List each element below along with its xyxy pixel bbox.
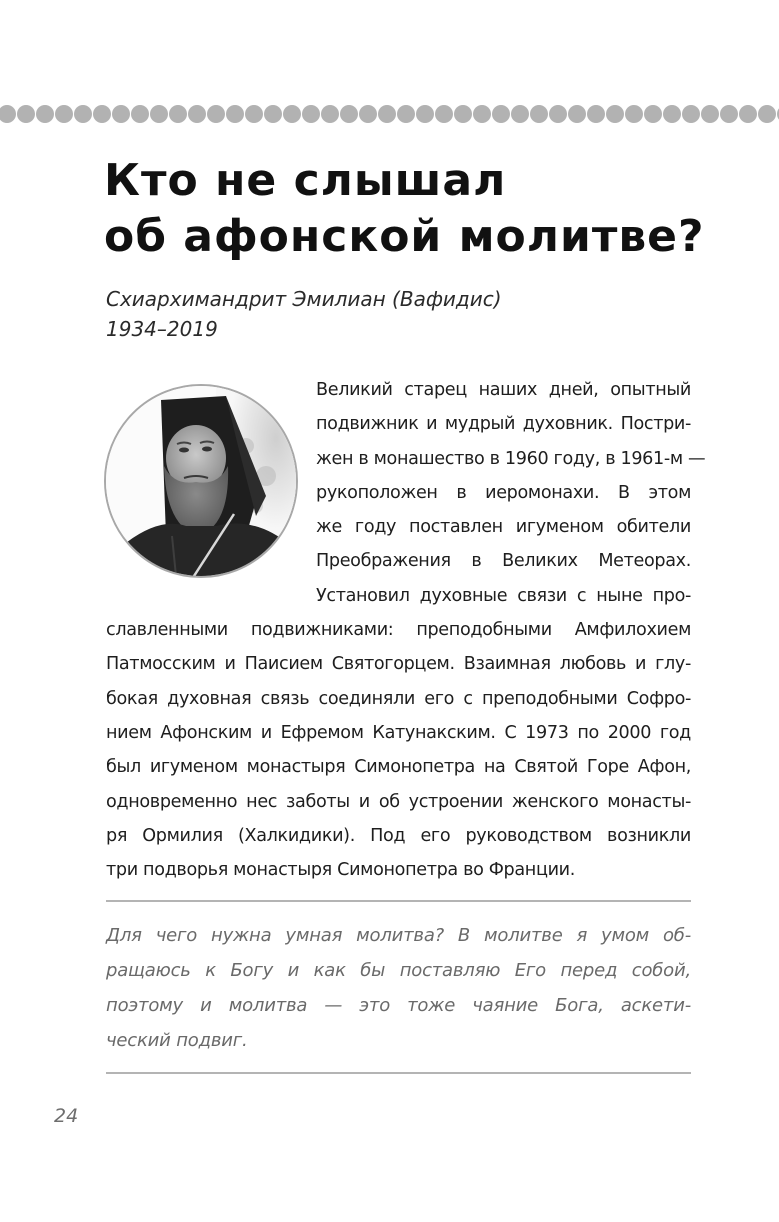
decorative-dot bbox=[397, 105, 415, 123]
decorative-dot bbox=[226, 105, 244, 123]
decorative-dot bbox=[568, 105, 586, 123]
decorative-dot bbox=[74, 105, 92, 123]
decorative-dot bbox=[112, 105, 130, 123]
decorative-dot bbox=[340, 105, 358, 123]
decorative-dot bbox=[701, 105, 719, 123]
decorative-dot bbox=[758, 105, 776, 123]
decorative-dot-border bbox=[0, 105, 779, 125]
bio-line: жен в монашество в 1960 году, в 1961-м — bbox=[316, 448, 706, 469]
bio-line: одновременно нес заботы и об устроении женского монасты- bbox=[106, 791, 691, 812]
bio-line: был игуменом монастыря Симонопетра на Святой Горе Афон, bbox=[106, 757, 691, 778]
decorative-dot bbox=[435, 105, 453, 123]
quote-line: поэтому и молитва — это тоже чаяние Бога, аскети- bbox=[106, 995, 691, 1016]
decorative-dot bbox=[17, 105, 35, 123]
bio-line: нием Афонским и Ефремом Катунакским. С 1973 по 2000 год bbox=[106, 722, 691, 743]
bio-line: бокая духовная связь соединяли его с преподобными Софро- bbox=[106, 688, 691, 709]
decorative-dot bbox=[511, 105, 529, 123]
bio-line: подвижник и мудрый духовник. Постри- bbox=[316, 414, 691, 435]
page-number: 24 bbox=[54, 1105, 79, 1127]
decorative-dot bbox=[302, 105, 320, 123]
decorative-dot bbox=[188, 105, 206, 123]
decorative-dot bbox=[93, 105, 111, 123]
decorative-dot bbox=[739, 105, 757, 123]
decorative-dot bbox=[378, 105, 396, 123]
quote-bottom-rule bbox=[106, 1072, 691, 1074]
decorative-dot bbox=[473, 105, 491, 123]
decorative-dot bbox=[359, 105, 377, 123]
bio-line: рукоположен в иеромонахи. В этом bbox=[316, 482, 691, 503]
decorative-dot bbox=[682, 105, 700, 123]
bio-line: Великий старец наших дней, опытный bbox=[316, 380, 691, 400]
decorative-dot bbox=[606, 105, 624, 123]
decorative-dot bbox=[55, 105, 73, 123]
title-line-2: об афонской молитве? bbox=[104, 211, 705, 262]
author-name: Схиархимандрит Эмилиан (Вафидис) bbox=[106, 287, 502, 311]
decorative-dot bbox=[549, 105, 567, 123]
quote-line: ческий подвиг. bbox=[106, 1030, 248, 1051]
decorative-dot bbox=[131, 105, 149, 123]
decorative-dot bbox=[530, 105, 548, 123]
chapter-title bbox=[104, 153, 705, 265]
decorative-dot bbox=[454, 105, 472, 123]
decorative-dot bbox=[245, 105, 263, 123]
title-line-1: Кто не слышал bbox=[104, 155, 507, 206]
decorative-dot bbox=[644, 105, 662, 123]
pull-quote bbox=[106, 918, 691, 1058]
bio-line: славленными подвижниками: преподобными Амфилохием bbox=[106, 620, 691, 641]
decorative-dot bbox=[207, 105, 225, 123]
decorative-dot bbox=[492, 105, 510, 123]
bio-line: ря Ормилия (Халкидики). Под его руководством возникли bbox=[106, 825, 691, 846]
biography-text bbox=[106, 373, 706, 887]
quote-line: ращаюсь к Богу и как бы поставляю Его перед собой, bbox=[106, 960, 691, 981]
author-block bbox=[106, 284, 502, 344]
author-years: 1934–2019 bbox=[106, 317, 218, 341]
decorative-dot bbox=[625, 105, 643, 123]
decorative-dot bbox=[720, 105, 738, 123]
decorative-dot bbox=[36, 105, 54, 123]
quote-top-rule bbox=[106, 900, 691, 902]
decorative-dot bbox=[663, 105, 681, 123]
quote-line: Для чего нужна умная молитва? В молитве я умом об- bbox=[106, 925, 691, 946]
decorative-dot bbox=[321, 105, 339, 123]
decorative-dot bbox=[264, 105, 282, 123]
bio-line: Патмосским и Паисием Святогорцем. Взаимная любовь и глу- bbox=[106, 654, 691, 675]
bio-line: Преображения в Великих Метеорах. bbox=[316, 551, 691, 572]
decorative-dot bbox=[0, 105, 16, 123]
decorative-dot bbox=[283, 105, 301, 123]
decorative-dot bbox=[169, 105, 187, 123]
bio-line: Установил духовные связи с ныне про- bbox=[316, 585, 691, 606]
decorative-dot bbox=[587, 105, 605, 123]
decorative-dot bbox=[150, 105, 168, 123]
bio-line: три подворья монастыря Симонопетра во Франции. bbox=[106, 860, 575, 881]
decorative-dot bbox=[416, 105, 434, 123]
bio-line: же году поставлен игуменом обители bbox=[316, 517, 691, 538]
